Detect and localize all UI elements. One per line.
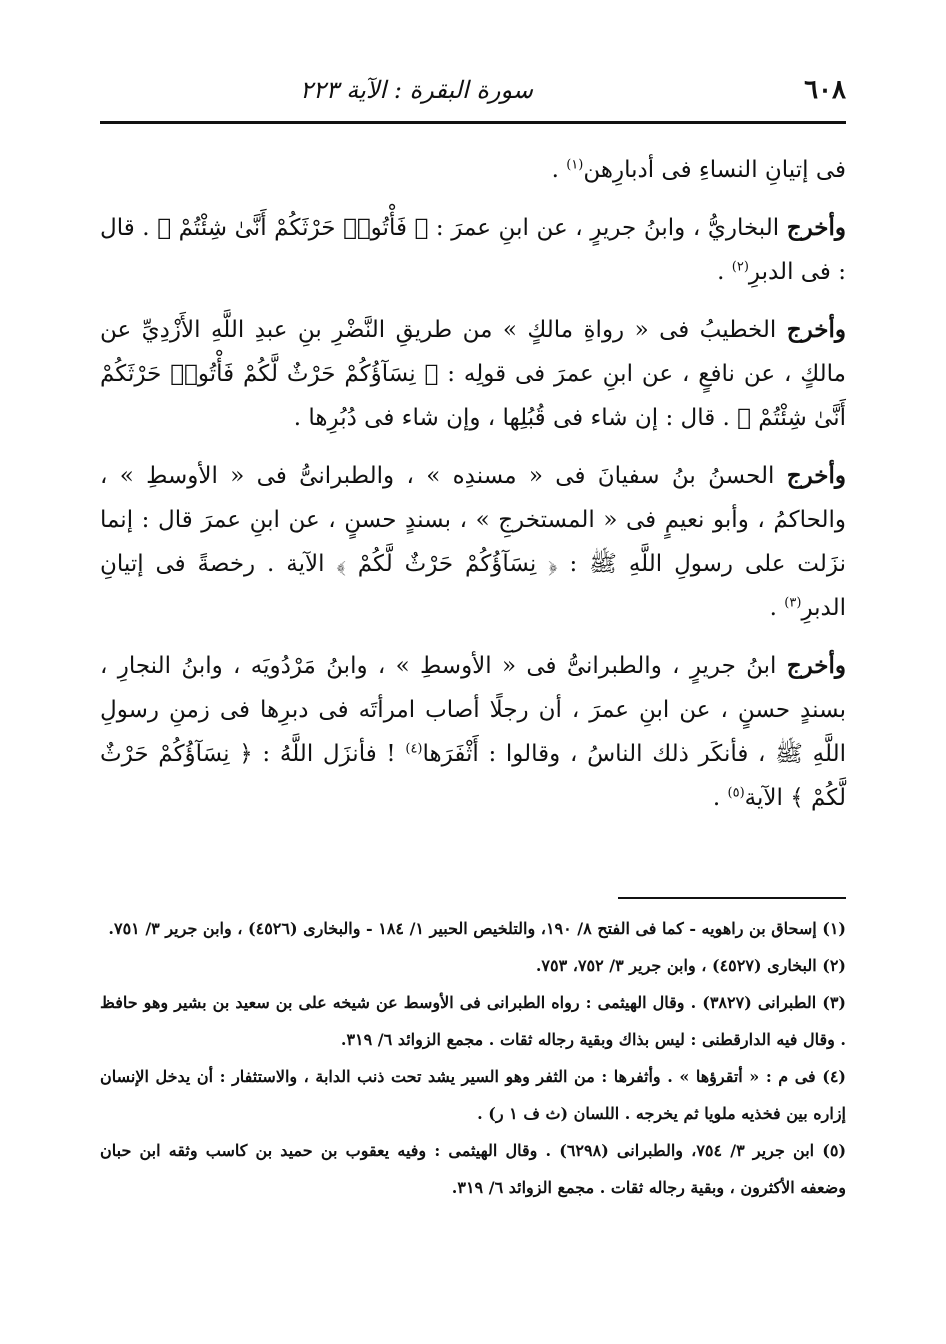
paragraph-tail: .	[712, 785, 728, 811]
footnote-ref-4[interactable]: (٤)	[405, 741, 423, 757]
footnote-ref-3[interactable]: (٣)	[784, 595, 802, 611]
paragraph-text: الخطيبُ فى « رواةِ مالكٍ » من طريقِ النَّضْرِ بنِ عبدِ اللَّهِ الأَزْدِيِّ عن مالكٍ ، عن نافعٍ ، عن ابنِ عمرَ فى قولِه : ﴿ نِسَآؤُكُمْ حَرْثٌ لَّكُمْ فَأْتُوا۟ حَرْثَكُمْ أَنَّىٰ شِئْتُمْ ﴾ . قال : إن شاء فى قُبُلِها ، وإن شاء فى دُبُرِها .	[100, 317, 846, 431]
page-number: ٦٠٨	[804, 75, 846, 105]
running-title: سورة البقرة : الآية ٢٢٣	[300, 76, 534, 104]
paragraph-lead: وأخرج	[786, 316, 846, 343]
paragraph-text: الحسنُ بنُ سفيانَ فى « مسندِه » ، والطبرانىُّ فى « الأوسطِ » ، والحاكمُ ، وأبو نعيمٍ فى « المستخرجِ » ، بسندٍ حسنٍ ، عن ابنِ عمرَ قال : إنما نزَلت على رسولِ اللَّهِ ﷺ : ﴿ نِسَآؤُكُمْ حَرْثٌ لَّكُمْ ﴾ الآية . رخصةً فى إتيانِ الدبرِ	[100, 463, 846, 621]
footnote-3: (٣) الطبرانى (٣٨٢٧) . وقال الهيثمى : رواه الطبرانى فى الأوسط عن شيخه على بن سعيد بن بشير وهو حافظ . وقال فيه الدارقطنى : ليس بذاك وبقية رجاله ثقات . مجمع الزوائد ٦/ ٣١٩.	[100, 993, 846, 1049]
paragraph-text: ابنُ جريرٍ ، والطبرانىُّ فى « الأوسطِ » ، وابنُ مَرْدُويَه ، وابنُ النجارِ ، بسندٍ حسنٍ ، عن ابنِ عمرَ ، أن رجلًا أصاب امرأتَه فى دبرِها فى زمنِ رسولِ اللَّهِ ﷺ ، فأنكَر ذلك الناسُ ، وقالوا : أَثْفَرَها	[100, 653, 846, 767]
paragraph-tail: .	[717, 259, 732, 285]
page-header	[100, 70, 846, 110]
paragraph-2	[100, 206, 846, 294]
footnote-2: (٢) البخارى (٤٥٢٧) ، وابن جرير ٣/ ٧٥٢، ٧٥٣.	[535, 956, 846, 975]
paragraph-tail: .	[551, 157, 567, 183]
footnote-separator	[618, 897, 846, 899]
footnote-ref-5[interactable]: (٥)	[727, 785, 745, 801]
main-text	[100, 148, 846, 834]
footnote-4: (٤) فى م : « أتقرؤها » . وأثفرها : من الثفر وهو السير يشد تحت ذنب الدابة ، والاستثفار : أن يدخل الإنسان إزاره بين فخذيه ملويا ثم يخرجه . اللسان (ث ف ١ ر) .	[100, 1067, 846, 1123]
paragraph-1	[100, 148, 846, 192]
paragraph-text: فى إتيانِ النساءِ فى أدبارِهن	[583, 157, 846, 183]
header-rule	[100, 121, 846, 124]
footnote-ref-2[interactable]: (٢)	[731, 259, 749, 275]
paragraph-lead: وأخرج	[786, 652, 846, 679]
paragraph-lead: وأخرج	[786, 462, 846, 489]
footnote-5: (٥) ابن جرير ٣/ ٧٥٤، والطبرانى (٦٢٩٨) . وقال الهيثمى : وفيه يعقوب بن حميد بن كاسب وثقه ابن حبان وضعفه الأكثرون ، وبقية رجاله ثقات . مجمع الزوائد ٦/ ٣١٩.	[100, 1141, 847, 1197]
paragraph-text: البخاريُّ ، وابنُ جريرٍ ، عن ابنِ عمرَ : ﴿ فَأْتُوا۟ حَرْثَكُمْ أَنَّىٰ شِئْتُمْ ﴾ . قال : فى الدبرِ	[100, 215, 846, 285]
paragraph-4	[100, 454, 846, 630]
footnote-ref-1[interactable]: (١)	[566, 157, 584, 173]
paragraph-tail: .	[769, 595, 785, 621]
paragraph-5	[100, 644, 846, 820]
footnotes	[100, 910, 846, 1206]
paragraph-3	[100, 308, 846, 440]
paragraph-lead: وأخرج	[786, 214, 846, 241]
footnote-1: (١) إسحاق بن راهويه - كما فى الفتح ٨/ ١٩٠، والتلخيص الحبير ١/ ١٨٤ - والبخارى (٤٥٢٦) ، وابن جرير ٣/ ٧٥١.	[108, 919, 846, 938]
paragraph-tail: ! فأنزَل اللَّهُ : ﴿ نِسَآؤُكُمْ حَرْثٌ لَّكُمْ ﴾ الآية	[100, 741, 846, 811]
